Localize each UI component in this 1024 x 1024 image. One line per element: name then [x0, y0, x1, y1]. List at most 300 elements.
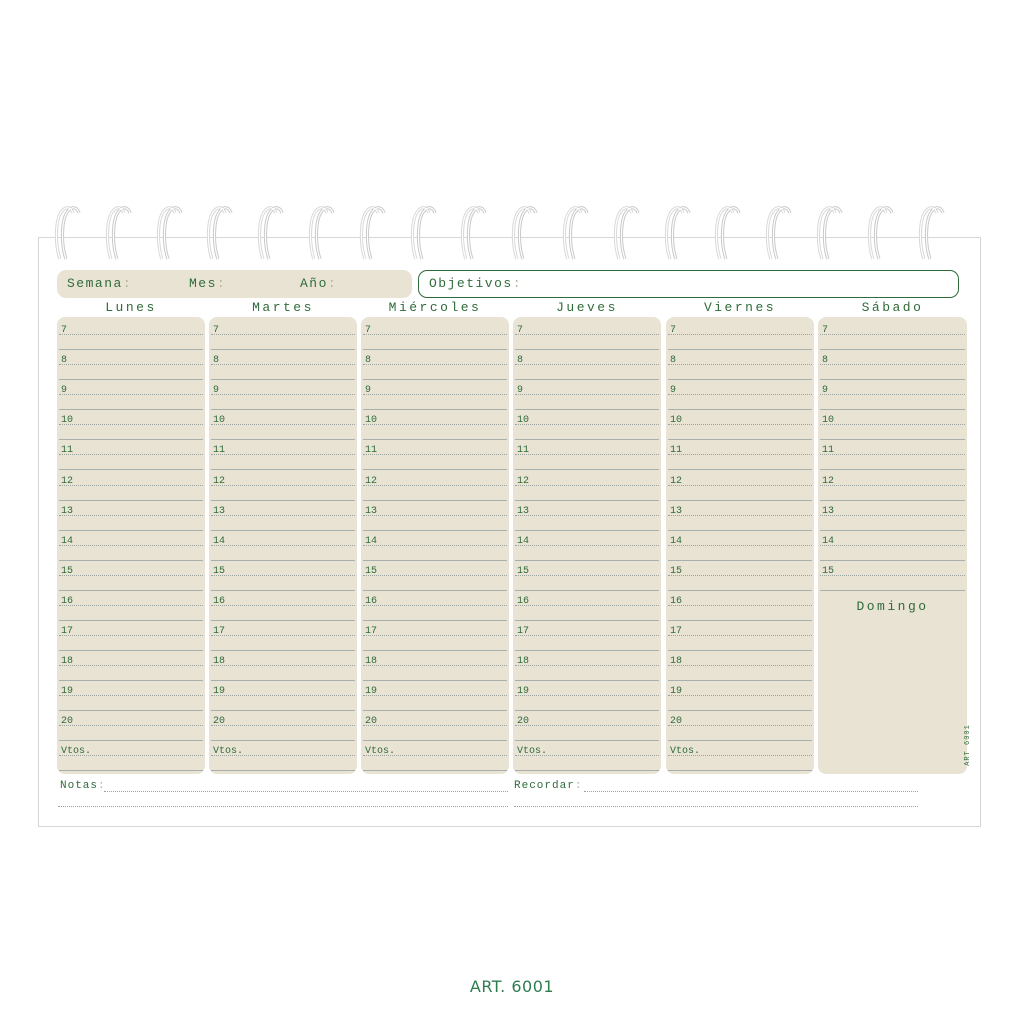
hour-label: 17 — [213, 626, 226, 637]
hour-label: 10 — [213, 415, 226, 427]
hour-label: 14 — [365, 535, 378, 547]
hour-label: 16 — [365, 595, 378, 607]
half-hour-line — [59, 485, 203, 486]
half-hour-line — [211, 545, 355, 546]
hour-row — [361, 380, 509, 410]
hour-row — [666, 621, 814, 651]
hour-row — [209, 531, 357, 561]
day-title-4: Viernes — [703, 300, 777, 315]
hour-row — [57, 681, 205, 711]
half-hour-line — [668, 665, 812, 666]
hour-row — [818, 380, 967, 410]
hour-label: 15 — [365, 565, 378, 577]
hour-row — [361, 681, 509, 711]
half-hour-line — [363, 515, 507, 516]
binding-ring — [358, 205, 388, 261]
hour-label: Vtos. — [213, 746, 244, 758]
hour-row — [513, 320, 661, 350]
hour-row — [818, 440, 967, 470]
hour-label: 15 — [822, 565, 835, 577]
half-hour-line — [211, 725, 355, 726]
hour-label: 18 — [213, 656, 226, 668]
hour-label: 11 — [365, 445, 378, 457]
binding-ring — [53, 205, 83, 261]
binding-ring — [104, 205, 134, 261]
side-article-code: ART 6001 — [964, 724, 972, 766]
hour-row — [666, 320, 814, 350]
mes-label: Mes: — [189, 276, 227, 291]
binding-ring — [459, 205, 489, 261]
hour-label: 7 — [517, 325, 524, 336]
hour-label: 12 — [670, 475, 683, 487]
half-hour-line — [363, 454, 507, 455]
half-hour-line — [363, 485, 507, 486]
hour-label: 20 — [61, 716, 74, 728]
hour-label: 19 — [517, 686, 530, 698]
hour-label: 8 — [670, 355, 677, 367]
half-hour-line — [820, 545, 965, 546]
hour-row — [209, 651, 357, 681]
half-hour-line — [211, 515, 355, 516]
hour-row — [361, 501, 509, 531]
half-hour-line — [668, 695, 812, 696]
hour-label: 8 — [517, 355, 524, 367]
hour-row — [209, 320, 357, 350]
hour-label: 14 — [670, 535, 683, 547]
half-hour-line — [363, 755, 507, 756]
half-hour-line — [515, 364, 659, 365]
half-hour-line — [59, 665, 203, 666]
hour-row — [513, 350, 661, 380]
half-hour-line — [668, 454, 812, 455]
hour-label: 7 — [61, 325, 68, 336]
hour-line — [515, 770, 659, 771]
half-hour-line — [363, 635, 507, 636]
hour-row — [361, 440, 509, 470]
day-column — [57, 317, 205, 774]
hour-row — [209, 350, 357, 380]
hour-row — [361, 711, 509, 741]
hour-label: 18 — [517, 656, 530, 668]
hour-row — [209, 471, 357, 501]
half-hour-line — [59, 635, 203, 636]
half-hour-line — [59, 394, 203, 395]
half-hour-line — [363, 665, 507, 666]
hour-row — [818, 410, 967, 440]
hour-row — [209, 561, 357, 591]
half-hour-line — [668, 394, 812, 395]
half-hour-line — [668, 575, 812, 576]
day-title-2: Miércoles — [388, 300, 482, 315]
half-hour-line — [211, 424, 355, 425]
hour-label: 12 — [61, 475, 74, 487]
hour-label: 15 — [213, 565, 226, 577]
hour-label: 17 — [517, 626, 530, 637]
half-hour-line — [515, 575, 659, 576]
half-hour-line — [668, 605, 812, 606]
binding-ring — [815, 205, 845, 261]
notas-line — [58, 806, 508, 807]
hour-row — [666, 501, 814, 531]
hour-label: 17 — [61, 626, 74, 637]
hour-row — [57, 741, 205, 771]
half-hour-line — [211, 755, 355, 756]
hour-row — [513, 501, 661, 531]
binding-ring — [663, 205, 693, 261]
hour-label: 8 — [61, 355, 68, 367]
binding-ring — [713, 205, 743, 261]
recordar-line — [514, 806, 918, 807]
hour-line — [363, 770, 507, 771]
hour-label: 14 — [61, 535, 74, 547]
half-hour-line — [211, 394, 355, 395]
hour-line — [59, 770, 203, 771]
half-hour-line — [668, 725, 812, 726]
hour-label: 18 — [365, 656, 378, 668]
hour-label: 20 — [365, 716, 378, 728]
hour-label: 9 — [365, 385, 372, 397]
hour-row — [513, 440, 661, 470]
binding-ring — [764, 205, 794, 261]
hour-label: 15 — [517, 565, 530, 577]
hour-row — [513, 711, 661, 741]
hour-row — [666, 741, 814, 771]
hour-row — [666, 531, 814, 561]
hour-row — [361, 531, 509, 561]
hour-label: 19 — [213, 686, 226, 698]
binding-ring — [510, 205, 540, 261]
binding-ring — [409, 205, 439, 261]
day-title-0: Lunes — [105, 300, 157, 315]
half-hour-line — [515, 485, 659, 486]
half-hour-line — [668, 515, 812, 516]
hour-label: 13 — [61, 505, 74, 517]
hour-row — [361, 350, 509, 380]
binding-ring — [612, 205, 642, 261]
hour-row — [57, 350, 205, 380]
hour-label: 13 — [365, 505, 378, 517]
hour-label: 10 — [517, 415, 530, 427]
day-title-1: Martes — [252, 300, 314, 315]
hour-label: 8 — [822, 355, 829, 367]
hour-row — [666, 410, 814, 440]
hour-row — [513, 380, 661, 410]
hour-row — [209, 621, 357, 651]
half-hour-line — [668, 545, 812, 546]
hour-row — [361, 621, 509, 651]
day-column — [818, 317, 967, 774]
hour-label: 15 — [670, 565, 683, 577]
half-hour-line — [820, 334, 965, 335]
hour-row — [818, 531, 967, 561]
hour-label: 12 — [822, 475, 835, 487]
binding-ring — [917, 205, 947, 261]
half-hour-line — [59, 575, 203, 576]
half-hour-line — [363, 605, 507, 606]
hour-label: 14 — [822, 535, 835, 547]
half-hour-line — [211, 635, 355, 636]
hour-row — [361, 320, 509, 350]
hour-row — [513, 741, 661, 771]
hour-label: 11 — [517, 445, 530, 457]
binding-ring — [205, 205, 235, 261]
hour-row — [57, 651, 205, 681]
half-hour-line — [668, 424, 812, 425]
half-hour-line — [211, 454, 355, 455]
binding-ring — [561, 205, 591, 261]
article-caption: ART. 6001 — [469, 977, 555, 996]
hour-row — [57, 410, 205, 440]
hour-label: 20 — [670, 716, 683, 728]
half-hour-line — [211, 575, 355, 576]
binding-ring — [256, 205, 286, 261]
hour-label: 17 — [365, 626, 378, 637]
hour-label: 14 — [213, 535, 226, 547]
hour-row — [818, 561, 967, 591]
hour-label: Vtos. — [517, 746, 548, 758]
hour-row — [361, 591, 509, 621]
hour-label: 18 — [670, 656, 683, 668]
half-hour-line — [820, 394, 965, 395]
hour-row — [57, 621, 205, 651]
half-hour-line — [668, 364, 812, 365]
half-hour-line — [515, 545, 659, 546]
half-hour-line — [363, 575, 507, 576]
half-hour-line — [59, 454, 203, 455]
hour-label: 12 — [213, 475, 226, 487]
hour-label: 13 — [670, 505, 683, 517]
hour-label: 20 — [517, 716, 530, 728]
hour-row — [209, 380, 357, 410]
binding-ring — [866, 205, 896, 261]
hour-label: Vtos. — [365, 746, 396, 758]
hour-row — [209, 440, 357, 470]
hour-label: 17 — [670, 626, 683, 637]
half-hour-line — [515, 755, 659, 756]
half-hour-line — [820, 485, 965, 486]
hour-row — [57, 320, 205, 350]
hour-row — [209, 681, 357, 711]
hour-label: 10 — [822, 415, 835, 427]
hour-row — [666, 711, 814, 741]
half-hour-line — [363, 424, 507, 425]
semana-label: Semana: — [67, 276, 133, 291]
day-column — [361, 317, 509, 774]
hour-label: 12 — [517, 475, 530, 487]
hour-label: 13 — [517, 505, 530, 517]
half-hour-line — [59, 695, 203, 696]
hour-label: 18 — [61, 656, 74, 668]
half-hour-line — [211, 334, 355, 335]
binding-ring — [155, 205, 185, 261]
half-hour-line — [211, 605, 355, 606]
hour-line — [668, 770, 812, 771]
half-hour-line — [363, 695, 507, 696]
hour-label: 9 — [670, 385, 677, 397]
hour-row — [209, 501, 357, 531]
hour-row — [209, 591, 357, 621]
hour-row — [818, 471, 967, 501]
half-hour-line — [363, 334, 507, 335]
hour-row — [361, 410, 509, 440]
hour-row — [666, 591, 814, 621]
half-hour-line — [363, 725, 507, 726]
half-hour-line — [59, 545, 203, 546]
hour-label: 14 — [517, 535, 530, 547]
half-hour-line — [211, 364, 355, 365]
hour-label: 11 — [670, 445, 683, 457]
hour-row — [361, 651, 509, 681]
half-hour-line — [820, 364, 965, 365]
hour-row — [666, 681, 814, 711]
half-hour-line — [211, 665, 355, 666]
recordar-line — [584, 791, 918, 792]
hour-label: 13 — [213, 505, 226, 517]
half-hour-line — [515, 394, 659, 395]
hour-row — [666, 651, 814, 681]
hour-label: 19 — [365, 686, 378, 698]
half-hour-line — [515, 424, 659, 425]
hour-row — [209, 410, 357, 440]
domingo-title: Domingo — [856, 599, 929, 614]
hour-row — [361, 741, 509, 771]
half-hour-line — [515, 725, 659, 726]
half-hour-line — [515, 665, 659, 666]
hour-row — [513, 531, 661, 561]
hour-label: 10 — [670, 415, 683, 427]
hour-label: 12 — [365, 475, 378, 487]
hour-row — [361, 471, 509, 501]
hour-label: 16 — [213, 595, 226, 607]
objetivos-label: Objetivos: — [429, 276, 523, 291]
half-hour-line — [820, 454, 965, 455]
half-hour-line — [515, 334, 659, 335]
half-hour-line — [59, 515, 203, 516]
hour-row — [666, 350, 814, 380]
half-hour-line — [59, 364, 203, 365]
day-column — [209, 317, 357, 774]
hour-label: 19 — [61, 686, 74, 698]
half-hour-line — [668, 485, 812, 486]
half-hour-line — [515, 454, 659, 455]
hour-row — [818, 501, 967, 531]
hour-row — [513, 591, 661, 621]
hour-label: 7 — [213, 325, 220, 336]
half-hour-line — [211, 485, 355, 486]
hour-row — [57, 561, 205, 591]
hour-label: 7 — [670, 325, 677, 336]
hour-label: 8 — [213, 355, 220, 367]
spiral-binding — [0, 205, 1024, 265]
hour-row — [666, 380, 814, 410]
day-column — [666, 317, 814, 774]
hour-label: 8 — [365, 355, 372, 367]
hour-label: 10 — [365, 415, 378, 427]
hour-row — [209, 741, 357, 771]
hour-label: 9 — [61, 385, 68, 397]
hour-row — [57, 501, 205, 531]
hour-row — [513, 621, 661, 651]
hour-line — [820, 590, 965, 591]
hour-row — [513, 651, 661, 681]
notas-label: Notas: — [60, 780, 106, 792]
half-hour-line — [363, 364, 507, 365]
half-hour-line — [668, 334, 812, 335]
hour-line — [211, 770, 355, 771]
hour-row — [513, 410, 661, 440]
binding-ring — [307, 205, 337, 261]
hour-label: Vtos. — [61, 746, 92, 758]
half-hour-line — [59, 725, 203, 726]
hour-label: 16 — [517, 595, 530, 607]
half-hour-line — [668, 755, 812, 756]
hour-label: 16 — [61, 595, 74, 607]
hour-label: 9 — [822, 385, 829, 397]
hour-label: 11 — [61, 445, 74, 457]
hour-row — [818, 350, 967, 380]
half-hour-line — [59, 755, 203, 756]
hour-label: 7 — [365, 325, 372, 336]
hour-row — [666, 561, 814, 591]
half-hour-line — [668, 635, 812, 636]
hour-label: 13 — [822, 505, 835, 517]
half-hour-line — [59, 605, 203, 606]
hour-row — [57, 711, 205, 741]
hour-row — [57, 531, 205, 561]
hour-label: 15 — [61, 565, 74, 577]
hour-label: 20 — [213, 716, 226, 728]
half-hour-line — [515, 635, 659, 636]
hour-row — [57, 591, 205, 621]
day-title-3: Jueves — [556, 300, 618, 315]
hour-row — [818, 320, 967, 350]
half-hour-line — [211, 695, 355, 696]
half-hour-line — [515, 695, 659, 696]
hour-label: 11 — [822, 445, 835, 457]
hour-label: 7 — [822, 325, 829, 336]
hour-row — [513, 561, 661, 591]
recordar-label: Recordar: — [514, 780, 583, 792]
week-info-box — [57, 270, 412, 298]
anio-label: Año: — [300, 276, 338, 291]
hour-label: 11 — [213, 445, 226, 457]
hour-row — [666, 440, 814, 470]
half-hour-line — [515, 515, 659, 516]
hour-label: 9 — [213, 385, 220, 397]
hour-row — [57, 440, 205, 470]
half-hour-line — [820, 575, 965, 576]
half-hour-line — [363, 545, 507, 546]
hour-label: 19 — [670, 686, 683, 698]
day-column — [513, 317, 661, 774]
hour-row — [209, 711, 357, 741]
objetivos-box — [418, 270, 959, 298]
half-hour-line — [59, 334, 203, 335]
hour-row — [361, 561, 509, 591]
hour-row — [513, 681, 661, 711]
hour-label: 9 — [517, 385, 524, 397]
hour-label: 16 — [670, 595, 683, 607]
hour-row — [513, 471, 661, 501]
half-hour-line — [820, 515, 965, 516]
half-hour-line — [59, 424, 203, 425]
hour-label: 10 — [61, 415, 74, 427]
hour-row — [57, 380, 205, 410]
half-hour-line — [363, 394, 507, 395]
half-hour-line — [820, 424, 965, 425]
hour-row — [666, 471, 814, 501]
hour-row — [57, 471, 205, 501]
